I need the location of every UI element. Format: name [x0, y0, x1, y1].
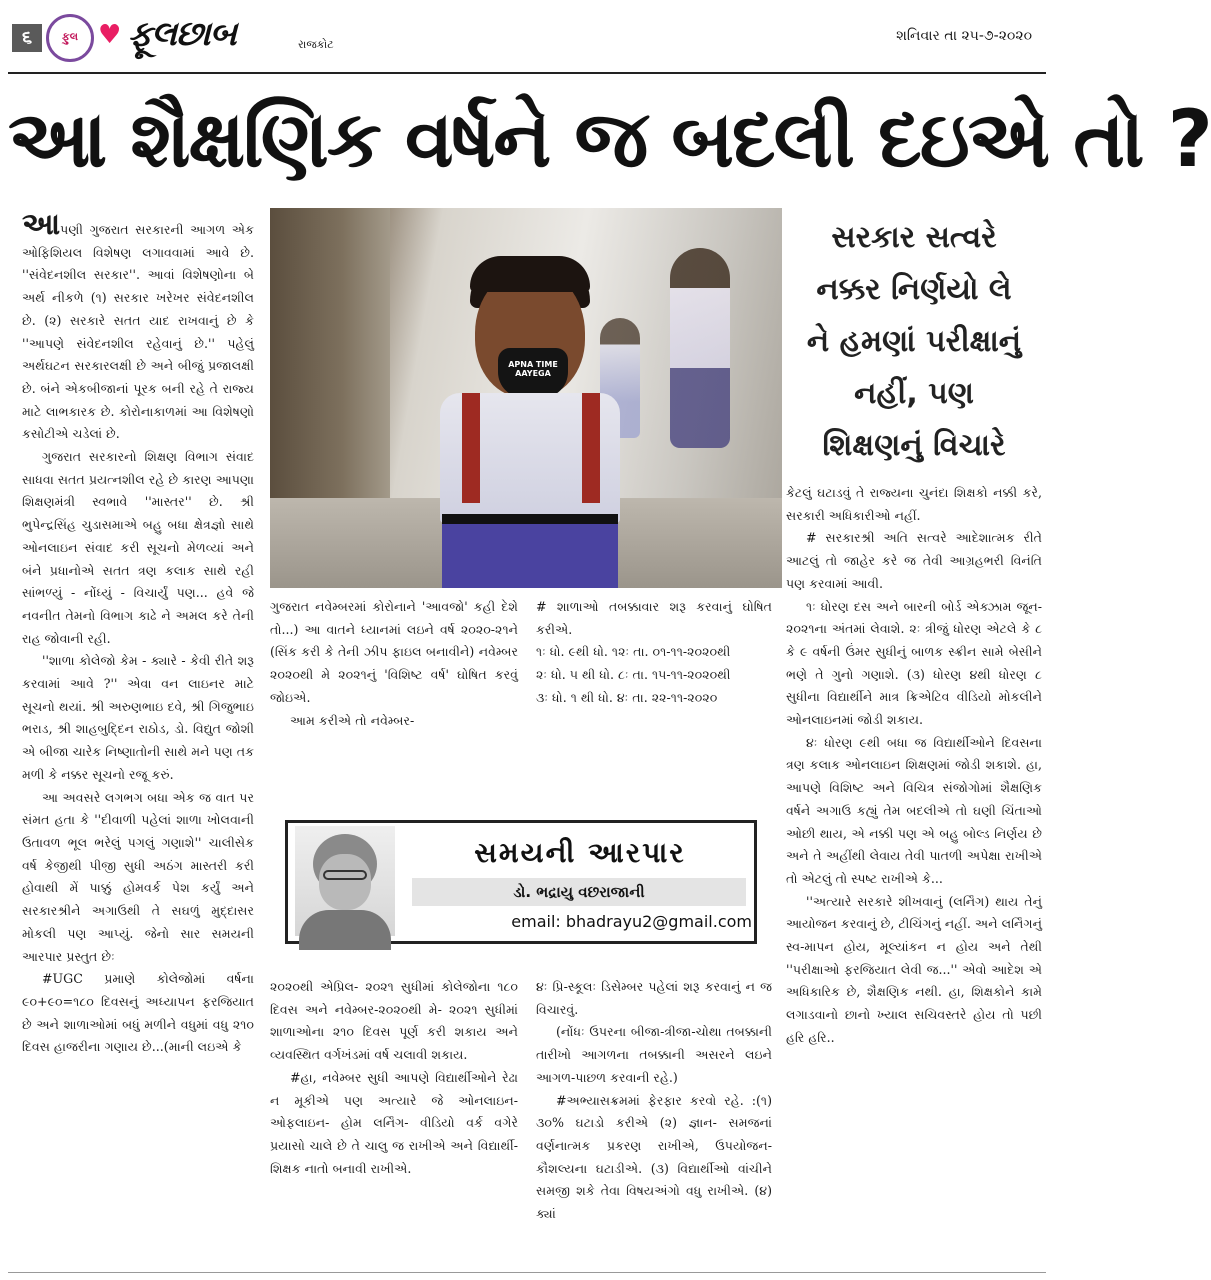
- paragraph: #હા, નવેમ્બર સુધી આપણે વિદ્યાર્થીઓને રેઢા ન મૂકીએ પણ અત્યારે જે ઓનલાઇન- ઓફલાઇન- હોમ લર્નિંગ- વીડિયો વર્ક વગેરે પ્રયાસો ચાલે છે તે ચાલુ જ રાખીએ અને વિદ્યાર્થી-શિક્ષક નાતો બનાવી રાખીએ.: [270, 1069, 518, 1176]
- article-column-2: [270, 596, 518, 784]
- author-photo-glasses: [323, 870, 367, 880]
- photo-child-belt: [442, 514, 618, 524]
- logo-badge-icon: [46, 14, 94, 62]
- masthead-city: રાજકોટ: [298, 38, 334, 51]
- photo-backpack-strap: [462, 393, 480, 503]
- paragraph: ગુજરાત સરકારનો શિક્ષણ વિભાગ સંવાદ સાધવા સતત પ્રયત્નશીલ રહે છે કારણ આપણા શિક્ષણમંત્રી સ્વભાવે ''માસ્તર'' છે. શ્રી ભુપેન્દ્રસિંહ ચુડાસમાએ બહુ બધા ક્ષેત્રજ્ઞો સાથે ઓનલાઇન સંવાદ કરી સૂચનો મેળવ્યાં અને બંને પ્રધાનોએ સતત ત્રણ કલાક સાથે રહી સાંભળ્યું - નોંધ્યું - વિચાર્યું પણ... હવે જે નવનીત તેમનો વિભાગ કાઢે ને અમલ કરે તેની રાહ જોવાની રહી.: [22, 449, 254, 646]
- article-column-6: [786, 482, 1042, 1268]
- paragraph: ''અત્યારે સરકારે શીખવાનું (લર્નિંગ) થાય તેનું આયોજન કરવાનું છે, ટીચિંગનું નહીં. અને લર્નિંગનું સ્વ-માપન હોય, મૂલ્યાંકન ન હોય અને તેથી ''પરીક્ષાઓ ફરજિયાત લેવી જ...'' એવો આદેશ એ અધિકારિક છે, શૈક્ષણિક નથી. હા, શિક્ષકોને કામે લગાડવાનો છાનો ખ્યાલ સચિવસ્તરે હોય તો પછી હરિ હરિ..: [786, 893, 1042, 1045]
- header-divider: [8, 72, 1046, 74]
- paragraph: ૪ઃ પ્રિ-સ્કૂલઃ ડિસેમ્બર પહેલાં શરૂ કરવાનું ન જ વિચારવું.: [536, 979, 772, 1017]
- author-email: email: bhadrayu2@gmail.com: [511, 912, 752, 931]
- heart-logo-icon: ♥: [98, 20, 122, 50]
- pull-quote-line: ને હમણાં પરીક્ષાનું: [806, 324, 1022, 359]
- pull-quote-line: સરકાર સત્વરે: [831, 220, 997, 255]
- dateline: શનિવાર તા ૨૫-૭-૨૦૨૦: [896, 28, 1032, 44]
- photo-child-shorts: [442, 520, 618, 588]
- paragraph: #UGC પ્રમાણે કોલેજોમાં વર્ષના ૯૦+૯૦=૧૮૦ દિવસનું અધ્યાપન ફરજિયાત છે અને શાળાઓમાં બધું મળીને વધુમાં વધુ ૨૧૦ દિવસ હાજરીના ગણાય છે...(માની લઇએ કે: [22, 971, 254, 1055]
- article-column-3: [536, 596, 772, 784]
- paragraph: કેટલું ઘટાડવું તે રાજ્યના ચુનંદા શિક્ષકો નક્કી કરે, સરકારી અધિકારીઓ નહીં.: [786, 485, 1042, 523]
- author-photo: [295, 826, 395, 936]
- pull-quote-line: નહીં, પણ: [854, 376, 974, 411]
- list-item: ૩ઃ ધો. ૧ થી ધો. ૪ઃ તા. ૨૨-૧૧-૨૦૨૦: [536, 689, 718, 705]
- logo-badge-text: ફુલ: [61, 30, 79, 43]
- paragraph-text: પણી ગુજરાત સરકારની આગળ એક ઓફિશિયલ વિશેષણ લગાવવામાં આવે છે. ''સંવેદનશીલ સરકાર''. આવાં વિશેષણોના બે અર્થ નીકળે (૧) સરકાર ખરેખર સંવેદનશીલ છે. (૨) સરકારે સતત યાદ રાખવાનું છે કે ''આપણે સંવેદનશીલ રહેવાનું છે.'' પહેલું અર્થઘટન સરકારલક્ષી છે અને બીજું પ્રજાલક્ષી છે. બંને એકબીજાનાં પૂરક બની રહે તે રાજ્ય માટે લાભકારક છે. કોરોનાકાળમાં આ વિશેષણો કસોટીએ ચડેલાં છે.: [22, 222, 254, 442]
- paragraph: ૨૦૨૦થી એપ્રિલ- ૨૦૨૧ સુધીમાં કોલેજોના ૧૮૦ દિવસ અને નવેમ્બર-૨૦૨૦થી મે- ૨૦૨૧ સુધીમાં શાળાઓના ૨૧૦ દિવસ પૂર્ણ કરી શકાય અને વ્યવસ્થિત વર્ગખંડમાં વર્ષ ચલાવી શકાય.: [270, 979, 518, 1063]
- author-photo-body: [299, 910, 391, 950]
- list-item: ૨ઃ ધો. ૫ થી ધો. ૮ઃ તા. ૧૫-૧૧-૨૦૨૦થી: [536, 667, 731, 683]
- newspaper-header: [0, 0, 1054, 76]
- author-name: ડો. ભદ્રાયુ વછરાજાની: [412, 878, 746, 906]
- photo-backpack-strap: [582, 393, 600, 503]
- masthead-title: ફૂલછાબ: [128, 14, 236, 54]
- photo-child-hair: [470, 256, 590, 292]
- paragraph: ૧ઃ ધોરણ દસ અને બારની બોર્ડ એક્ઝામ જૂન- ૨૦૨૧ના અંતમાં લેવાશે. ૨ઃ ત્રીજું ધોરણ એટલે કે ૮ કે ૯ વર્ષની ઉંમર સુધીનું બાળક સ્ક્રીન સામે બેસીને ભણે તે ગુનો ગણાશે. (૩) ધોરણ ૪થી ધોરણ ૮ સુધીના વિદ્યાર્થીને માત્ર ક્રિએટિવ વીડિયો મોકલીને ઓનલાઇનમાં જોડી શકાય.: [786, 598, 1042, 728]
- paragraph: ૪ઃ ધોરણ ૯થી બધા જ વિદ્યાર્થીઓને દિવસના ત્રણ કલાક ઓનલાઇન શિક્ષણમાં જોડી શકાશે. હા, આપણે વિશિષ્ટ અને વિચિત્ર સંજોગોમાં શૈક્ષણિક વર્ષને અગાઉ કહ્યું તેમ બદલીએ તો ઘણી ચિંતાઓ ઓછી થાય, એ નક્કી પણ એ બહુ બોલ્ડ નિર્ણય છે અને તે અહીંથી લેવાય તેવી પાતળી અપેક્ષા રાખીએ તો એટલું તો સ્પષ્ટ રાખીએ કે...: [786, 734, 1042, 886]
- column-title: સમયની આરપાર: [474, 836, 686, 869]
- list-item: ૧ઃ ધો. ૯થી ધો. ૧૨ઃ તા. ૦૧-૧૧-૨૦૨૦થી: [536, 644, 731, 660]
- article-column-4: [270, 976, 518, 1266]
- drop-cap: આ: [22, 207, 61, 242]
- page-number: ૬: [12, 24, 42, 52]
- paragraph: #અભ્યાસક્રમમાં ફેરફાર કરવો રહે. :(૧) ૩૦% ઘટાડો કરીએ (૨) જ્ઞાન- સમજનાં વર્ણનાત્મક પ્રકરણ રાખીએ, ઉપયોજન- કૌશલ્યના ઘટાડીએ. (૩) વિદ્યાર્થીઓ વાંચીને સમજી શકે તેવા વિષયઅંગો વધુ રાખીએ. (૪) ક્યાં: [536, 1092, 772, 1222]
- author-photo-face: [319, 854, 371, 910]
- paragraph: (નોંધઃ ઉપરના બીજા-ત્રીજા-ચોથા તબક્કાની તારીખો આગળના તબક્કાની અસરને લઇને આગળ-પાછળ કરવાની રહે.): [536, 1024, 772, 1085]
- mask-text: APNA TIME AAYEGA: [508, 360, 558, 378]
- paragraph: ગુજરાત નવેમ્બરમાં કોરોનાને 'આવજો' કહી દેશે તો...) આ વાતને ધ્યાનમાં લઇને વર્ષ ૨૦૨૦-૨૧ને (સિંક કરી કે તેની ઝીપ ફાઇલ બનાવીને) નવેમ્બર ૨૦૨૦થી મે ૨૦૨૧નું 'વિશિષ્ટ વર્ષ' ઘોષિત કરવું જોઇએ.: [270, 599, 518, 705]
- photo-background-child: [670, 248, 730, 448]
- footer-divider: [8, 1272, 1046, 1273]
- pull-quote: [786, 212, 1042, 472]
- pull-quote-line: શિક્ષણનું વિચારે: [822, 428, 1006, 463]
- paragraph: [22, 207, 254, 446]
- paragraph: આમ કરીએ તો નવેમ્બર-: [290, 712, 415, 728]
- headline: આ શૈક્ષણિક વર્ષને જ બદલી દઇએ તો ?: [8, 95, 1211, 185]
- paragraph: ''શાળા કોલેજો કેમ - ક્યારે - કેવી રીતે શરૂ કરવામાં આવે ?'' એવા વન લાઇનર માટે સૂચનો થયાં. શ્રી અરુણભાઇ દવે, શ્રી ગિજુભાઇ ભરાડ, શ્રી શાહબુદ્દિન રાઠોડ, ડો. વિદ્યુત જોશી એ બીજા ચારેક નિષ્ણાતોની સાથે મને પણ તક મળી કે નક્કર સૂચનો રજૂ કરું.: [22, 653, 254, 782]
- pull-quote-line: નક્કર નિર્ણયો લે: [816, 272, 1012, 307]
- paragraph: # સરકારશ્રી અતિ સત્વરે આદેશાત્મક રીતે આટલું તો જાહેર કરે જ તેવી આગ્રહભરી વિનંતિ પણ કરવામાં આવી.: [786, 530, 1042, 591]
- article-column-5: [536, 976, 772, 1266]
- paragraph: આ અવસરે લગભગ બધા એક જ વાત પર સંમત હતા કે ''દીવાળી પહેલાં શાળા ખોલવાની ઉતાવળ ભૂલ ભરેલું પગલું ગણાશે'' ચાલીસેક વર્ષ કેજીથી પીજી સુધી અઠંગ માસ્તરી કરી હોવાથી મેં પાક્કું હોમવર્ક પેશ કર્યું અને સરકારશ્રીને અગાઉથી તે સઘળું મુદ્દાસર મોકલી પણ આપ્યું. જેનો સાર સમયની આરપાર પ્રસ્તુત છેઃ: [22, 789, 254, 964]
- photo-face-mask: [498, 348, 568, 398]
- article-column-1: [22, 207, 254, 1264]
- paragraph: # શાળાઓ તબક્કાવાર શરૂ કરવાનું ઘોષિત કરીએ.: [536, 599, 772, 637]
- article-photo: [270, 208, 782, 588]
